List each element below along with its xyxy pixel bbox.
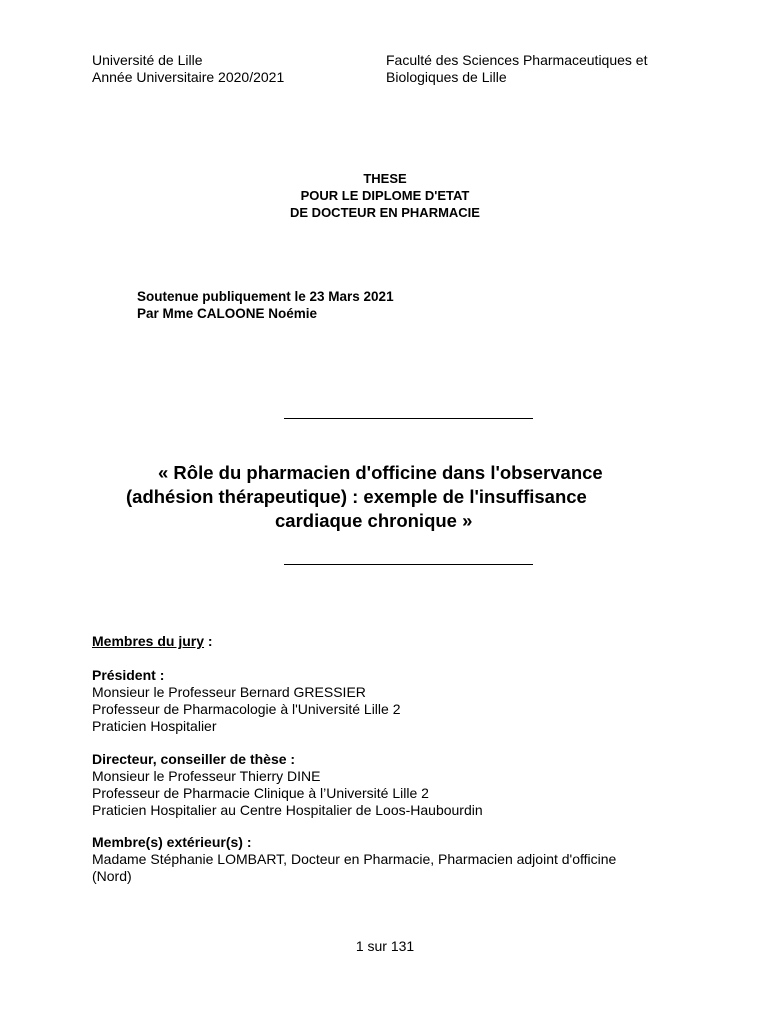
jury-heading: [92, 633, 213, 650]
faculty-header: [386, 52, 647, 86]
thesis-label: THESE: [363, 171, 407, 186]
thesis-title-line-2: (adhésion thérapeutique) : exemple de l'insuffisance: [126, 486, 587, 507]
thesis-type-block: [0, 170, 770, 221]
external-member-label: Membre(s) extérieur(s) :: [92, 834, 252, 850]
external-member-section: [92, 834, 616, 885]
diploma-line: POUR LE DIPLOME D'ETAT: [300, 188, 470, 203]
director-name: Monsieur le Professeur Thierry DINE: [92, 768, 321, 784]
defense-date: Soutenue publiquement le 23 Mars 2021: [137, 289, 394, 304]
director-position: Praticien Hospitalier au Centre Hospitalier de Loos-Haubourdin: [92, 802, 483, 818]
university-header: [92, 52, 284, 86]
faculty-name-line-2: Biologiques de Lille: [386, 69, 507, 85]
page-number: 1 sur 131: [355, 938, 415, 954]
president-section: [92, 667, 401, 735]
president-name: Monsieur le Professeur Bernard GRESSIER: [92, 684, 366, 700]
thesis-title-line-1: « Rôle du pharmacien d'officine dans l'observance: [158, 462, 603, 483]
thesis-title-line-3: cardiaque chronique »: [275, 510, 473, 531]
jury-heading-colon: :: [204, 633, 213, 649]
president-label: Président :: [92, 667, 165, 683]
academic-year: Année Universitaire 2020/2021: [92, 69, 285, 85]
president-title: Professeur de Pharmacologie à l'Université Lille 2: [92, 701, 401, 717]
thesis-title: [0, 461, 770, 533]
jury-heading-label: Membres du jury: [92, 633, 205, 649]
director-label: Directeur, conseiller de thèse :: [92, 751, 296, 767]
external-member-details: Madame Stéphanie LOMBART, Docteur en Pharmacie, Pharmacien adjoint d'officine: [92, 851, 617, 867]
author-name: Par Mme CALOONE Noémie: [137, 306, 318, 321]
university-name: Université de Lille: [92, 52, 203, 68]
defense-info: [137, 288, 394, 322]
director-title: Professeur de Pharmacie Clinique à l’Université Lille 2: [92, 785, 429, 801]
president-position: Praticien Hospitalier: [92, 718, 217, 734]
title-bottom-rule: [284, 564, 533, 565]
faculty-name-line-1: Faculté des Sciences Pharmaceutiques et: [386, 52, 648, 68]
external-member-region: (Nord): [92, 868, 132, 884]
title-top-rule: [284, 418, 533, 419]
director-section: [92, 751, 483, 819]
degree-line: DE DOCTEUR EN PHARMACIE: [290, 205, 480, 220]
